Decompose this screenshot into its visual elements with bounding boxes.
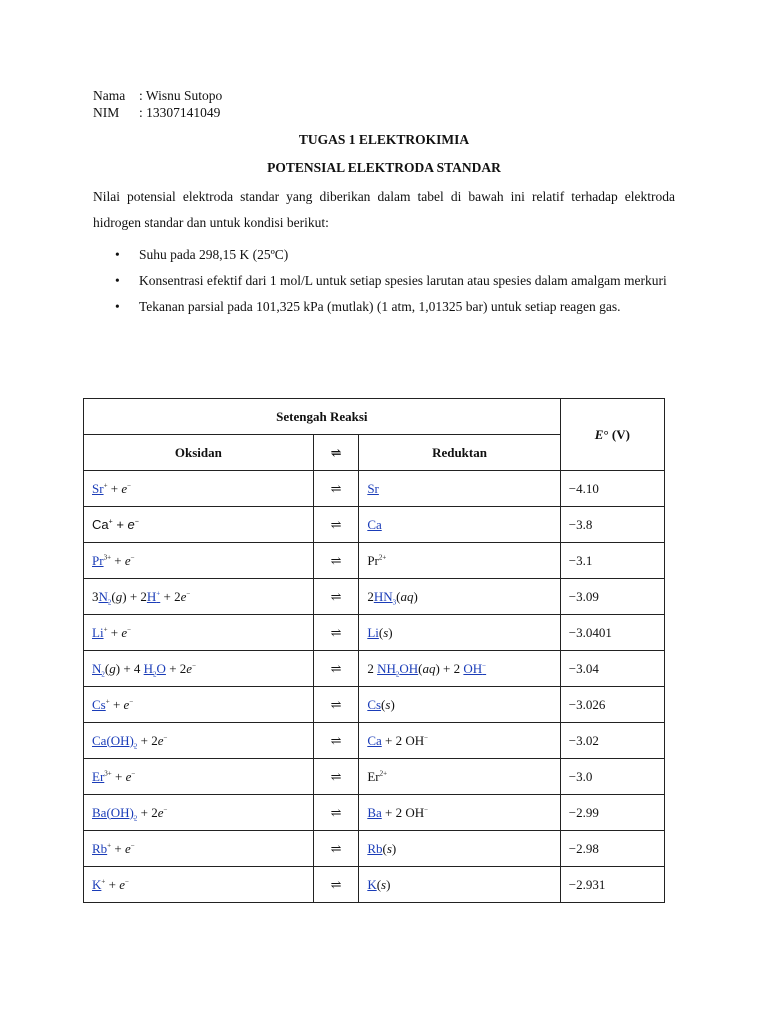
name-value: : Wisnu Sutopo xyxy=(139,88,223,103)
element-link[interactable]: Ca xyxy=(367,516,382,532)
oxidant-cell: $Ca(OH)_2 + 2e^-$ xyxy=(84,723,314,759)
table-header-row xyxy=(84,399,665,435)
oxidant-cell: Ca+ + e− xyxy=(84,507,314,543)
condition-item: • Tekanan parsial pada 101,325 kPa (mutlak) (1 atm, 1,01325 bar) untuk setiap reagen gas. xyxy=(93,294,675,320)
bullet-icon: • xyxy=(115,273,120,288)
reductant-cell: Li(s) xyxy=(359,615,560,651)
table-row xyxy=(84,759,665,795)
potential-value: −3.8 xyxy=(560,507,664,543)
element-link[interactable]: H+ xyxy=(146,588,161,604)
potential-value: −3.026 xyxy=(560,687,664,723)
bullet-icon: • xyxy=(115,299,120,314)
group-header: Setengah Reaksi xyxy=(84,399,561,435)
equilibrium-arrow: ⇌ xyxy=(313,507,359,543)
potential-value: −2.99 xyxy=(560,795,664,831)
element-link[interactable]: Ca xyxy=(367,732,382,748)
potential-value: −2.98 xyxy=(560,831,664,867)
reductant-cell: $Pr^{2+}$ xyxy=(359,543,560,579)
equilibrium-arrow: ⇌ xyxy=(313,831,359,867)
table-row xyxy=(84,831,665,867)
equilibrium-arrow: ⇌ xyxy=(313,867,359,903)
table-row xyxy=(84,795,665,831)
equilibrium-arrow: ⇌ xyxy=(313,687,359,723)
element-link[interactable]: Ba xyxy=(367,804,382,820)
nim-value: : 13307141049 xyxy=(139,105,221,120)
reductant-cell: Ca + 2 OH− xyxy=(359,723,560,759)
bullet-icon: • xyxy=(115,247,120,262)
element-link[interactable]: Rb xyxy=(367,840,383,856)
equilibrium-arrow: ⇌ xyxy=(313,543,359,579)
equilibrium-arrow: ⇌ xyxy=(313,579,359,615)
reductant-cell: Ba + 2 OH− xyxy=(359,795,560,831)
reductant-cell: $Er^{2+}$ xyxy=(359,759,560,795)
potential-value: −3.0 xyxy=(560,759,664,795)
element-link[interactable]: $H_2O$ xyxy=(143,660,166,679)
table-row xyxy=(84,543,665,579)
element-link[interactable]: Pr xyxy=(92,552,104,568)
element-link[interactable]: Er xyxy=(92,768,105,784)
table-row xyxy=(84,579,665,615)
element-link[interactable]: Rb xyxy=(92,840,108,856)
table-row xyxy=(84,867,665,903)
equilibrium-arrow: ⇌ xyxy=(313,471,359,507)
element-link[interactable]: Li xyxy=(92,624,104,640)
table-row xyxy=(84,507,665,543)
potential-value: −3.04 xyxy=(560,651,664,687)
element-link[interactable]: Li xyxy=(367,624,379,640)
element-link[interactable]: K xyxy=(92,876,102,892)
reductant-header: Reduktan xyxy=(359,435,560,471)
nim-label: NIM xyxy=(93,105,120,120)
potential-header: E° (V) xyxy=(560,399,664,471)
reductant-cell xyxy=(359,471,560,507)
potential-value: −3.1 xyxy=(560,543,664,579)
table-row xyxy=(84,651,665,687)
reductant-cell: 2 $NH_2OH(aq) + 2$ OH− xyxy=(359,651,560,687)
reductant-cell: $2HN_3(aq)$ xyxy=(359,579,560,615)
table-row xyxy=(84,615,665,651)
student-info xyxy=(93,87,222,121)
oxidant-cell: $Er^{3+} + e^-$ xyxy=(84,759,314,795)
reductant-cell: Rb(s) xyxy=(359,831,560,867)
reductant-cell xyxy=(359,507,560,543)
oxidant-cell: $Pr^{3+} + e^-$ xyxy=(84,543,314,579)
oxidant-cell: Rb+ + e− xyxy=(84,831,314,867)
arrow-header: ⇌ xyxy=(313,435,359,471)
document-title: TUGAS 1 ELEKTROKIMIA xyxy=(298,132,470,147)
element-link[interactable]: K xyxy=(367,876,377,892)
equilibrium-arrow: ⇌ xyxy=(313,723,359,759)
equilibrium-arrow: ⇌ xyxy=(313,795,359,831)
element-link[interactable]: Cs xyxy=(367,696,382,712)
conditions-list xyxy=(93,242,675,320)
oxidant-cell: K+ + e− xyxy=(84,867,314,903)
intro-paragraph: Nilai potensial elektroda standar yang diberikan dalam tabel di bawah ini relatif terhadap elektroda hidrogen standar dan untuk kondisi berikut: xyxy=(93,189,675,230)
oxidant-cell: $N_2(g) + 4$ $H_2O + 2e^-$ xyxy=(84,651,314,687)
element-link[interactable]: $HN_3$ xyxy=(373,588,397,607)
equilibrium-arrow: ⇌ xyxy=(313,615,359,651)
nim-row xyxy=(93,104,222,121)
oxidant-cell: Cs+ + e− xyxy=(84,687,314,723)
element-link[interactable]: $Ca(OH)_2$ xyxy=(92,732,138,751)
oxidant-cell: $3N_2(g) + 2H^+ + 2e^-$ xyxy=(84,579,314,615)
oxidant-cell: Sr+ + e− xyxy=(84,471,314,507)
name-label: Nama xyxy=(93,88,126,103)
element-link[interactable]: $N_2$ xyxy=(92,660,105,679)
potential-value: −3.02 xyxy=(560,723,664,759)
table-row xyxy=(84,471,665,507)
potential-table xyxy=(83,398,665,903)
element-link[interactable]: Sr xyxy=(367,480,379,496)
reductant-cell: Cs(s) xyxy=(359,687,560,723)
potential-value: −3.09 xyxy=(560,579,664,615)
document-subtitle: POTENSIAL ELEKTRODA STANDAR xyxy=(267,160,501,175)
equilibrium-arrow: ⇌ xyxy=(313,759,359,795)
element-link[interactable]: $NH_2OH$ xyxy=(377,660,419,679)
condition-item: • Suhu pada 298,15 K (25ºC) xyxy=(93,242,675,268)
potential-value: −2.931 xyxy=(560,867,664,903)
element-link[interactable]: $Ba(OH)_2$ xyxy=(92,804,138,823)
element-link[interactable]: OH− xyxy=(463,660,487,676)
potential-value: −4.10 xyxy=(560,471,664,507)
element-link[interactable]: $N_2$ xyxy=(98,588,112,607)
potential-value: −3.0401 xyxy=(560,615,664,651)
oxidant-header: Oksidan xyxy=(84,435,314,471)
oxidant-cell: Li+ + e− xyxy=(84,615,314,651)
element-link[interactable]: Sr xyxy=(92,480,104,496)
condition-item: • Konsentrasi efektif dari 1 mol/L untuk setiap spesies larutan atau spesies dalam amalgam merkuri xyxy=(93,268,675,294)
name-row xyxy=(93,87,222,104)
oxidant-cell: $Ba(OH)_2 + 2e^-$ xyxy=(84,795,314,831)
element-link[interactable]: Cs xyxy=(92,696,106,712)
table-row xyxy=(84,723,665,759)
reductant-cell: K(s) xyxy=(359,867,560,903)
table-row xyxy=(84,687,665,723)
equilibrium-arrow: ⇌ xyxy=(313,651,359,687)
